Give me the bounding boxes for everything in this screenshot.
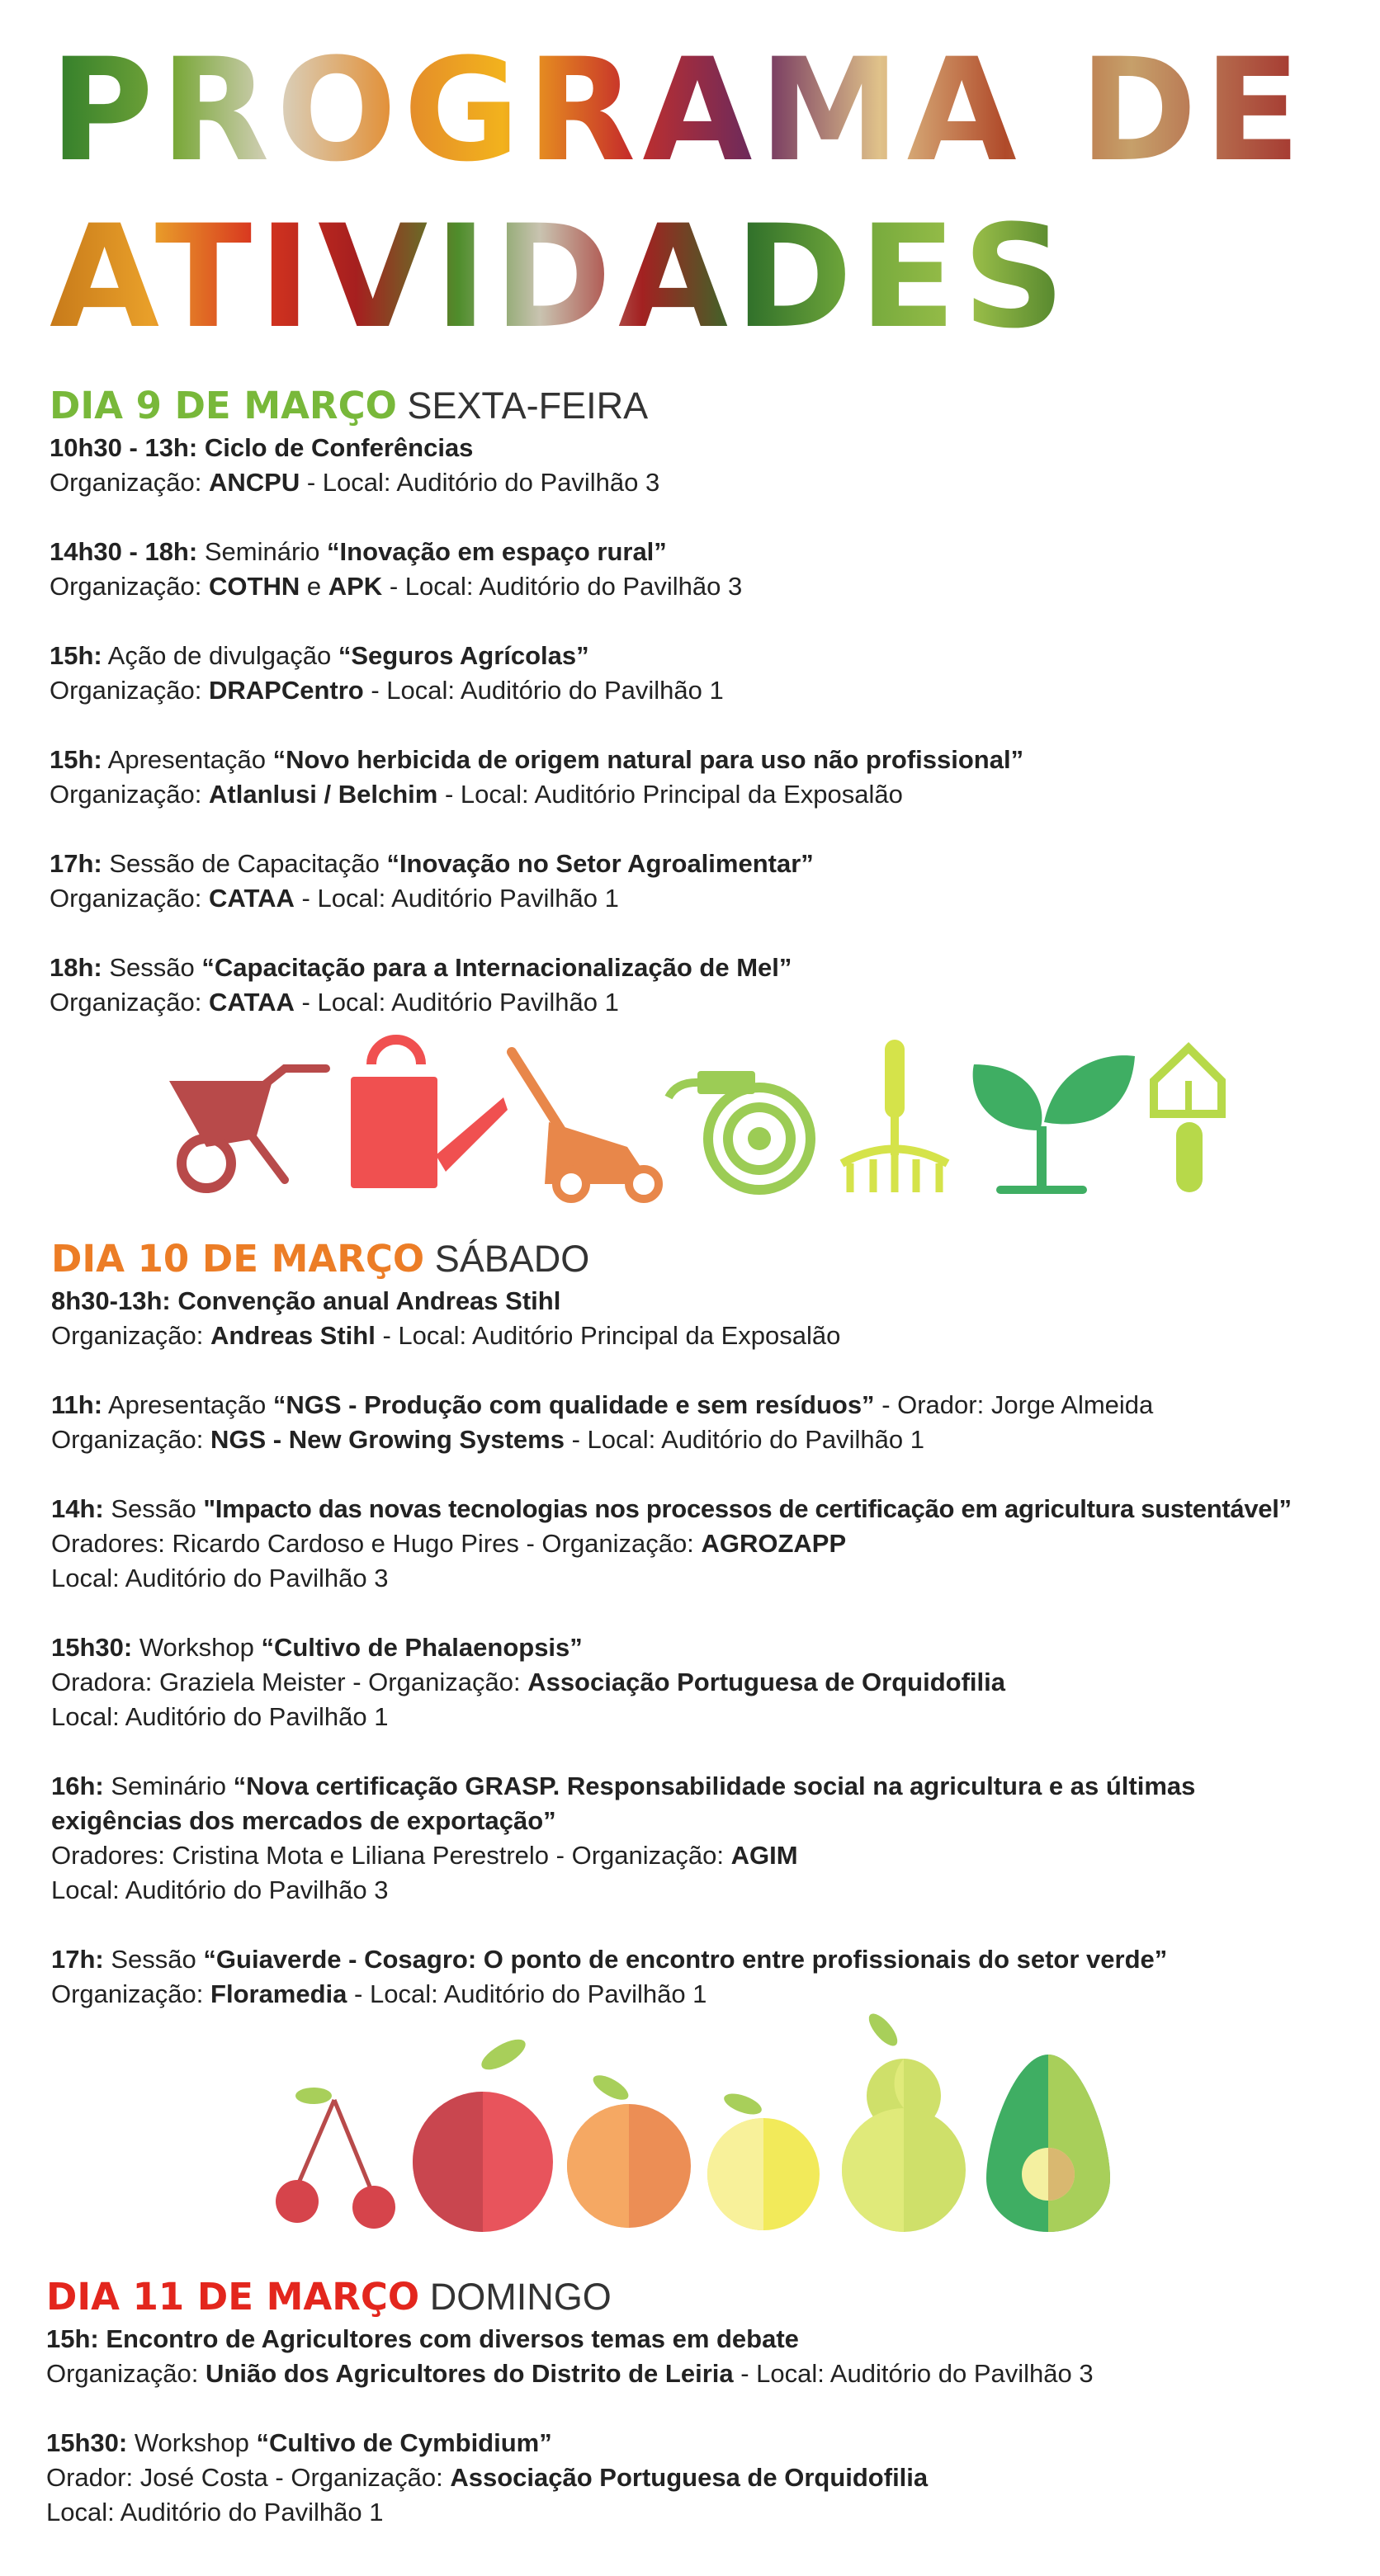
- event-label: Seminário: [204, 537, 320, 566]
- event-org: Associação Portuguesa de Orquidofilia: [450, 2463, 929, 2492]
- event-org-prefix: Organização:: [50, 572, 202, 601]
- title-line-1: PROGRAMA DE: [50, 27, 1307, 193]
- event-org-prefix: Organização:: [46, 2359, 199, 2388]
- event-time: 8h30-13h:: [51, 1286, 171, 1315]
- cherries-icon: [276, 2088, 395, 2229]
- day-date: DIA 11 DE MARÇO: [46, 2275, 420, 2319]
- event-local: - Local: Auditório do Pavilhão 1: [371, 676, 724, 705]
- event-speaker: - Orador: Jorge Almeida: [881, 1390, 1154, 1419]
- event-time: 17h:: [50, 849, 102, 878]
- event-org-prefix: Organização:: [50, 884, 202, 913]
- event-item: [51, 1284, 1355, 1353]
- event-item: [51, 1388, 1355, 1457]
- event-org-joiner: e: [306, 572, 322, 601]
- day-header-10-marco: [51, 1238, 589, 1281]
- event-title: “Nova certificação GRASP. Responsabilidade social na agricultura e as últimas exigências dos mercados de exportação”: [51, 1772, 1196, 1835]
- day-header-9-marco: [50, 385, 648, 427]
- event-local: Local: Auditório do Pavilhão 1: [51, 1702, 389, 1731]
- event-org: CATAA: [209, 988, 295, 1017]
- fruits-illustration: [0, 2005, 1380, 2240]
- event-local: Local: Auditório do Pavilhão 3: [51, 1875, 389, 1904]
- event-item: [50, 743, 1354, 812]
- event-label: Workshop: [134, 2428, 249, 2457]
- event-org: CATAA: [209, 884, 295, 913]
- day-date: DIA 9 DE MARÇO: [50, 384, 397, 427]
- event-title: Convenção anual Andreas Stihl: [177, 1286, 561, 1315]
- garden-tools-illustration: [0, 1031, 1380, 1205]
- event-item: [50, 639, 1354, 708]
- event-org-prefix: Organização:: [51, 1321, 204, 1350]
- watering-can-icon: [351, 1040, 508, 1188]
- event-title: "Impacto das novas tecnologias nos processos de certificação em agricultura sustentável”: [203, 1494, 1292, 1523]
- pear-icon: [842, 2009, 966, 2232]
- event-time: 14h:: [51, 1494, 104, 1523]
- event-item: [51, 1942, 1355, 2012]
- event-time: 11h:: [51, 1390, 103, 1419]
- event-label: Ação de divulgação: [107, 641, 332, 670]
- day-weekday: DOMINGO: [429, 2276, 612, 2318]
- event-time: 15h:: [46, 2324, 99, 2353]
- lemon-icon: [707, 2089, 820, 2230]
- event-org-prefix: Organização:: [50, 468, 202, 497]
- event-org: Associação Portuguesa de Orquidofilia: [527, 1668, 1005, 1696]
- event-title: “Cultivo de Phalaenopsis”: [261, 1633, 583, 1662]
- day-header-11-marco: [46, 2276, 612, 2319]
- event-org-prefix: Oradores: Cristina Mota e Liliana Perestrelo - Organização:: [51, 1841, 724, 1870]
- event-local: - Local: Auditório Pavilhão 1: [301, 884, 619, 913]
- event-org: União dos Agricultores do Distrito de Leiria: [206, 2359, 734, 2388]
- event-time: 16h:: [51, 1772, 104, 1800]
- event-label: Sessão de Capacitação: [109, 849, 380, 878]
- event-list-day-10: [51, 1284, 1355, 2046]
- event-local: - Local: Auditório Pavilhão 1: [301, 988, 619, 1017]
- event-local: - Local: Auditório Principal da Exposalão: [382, 1321, 841, 1350]
- event-org: Atlanlusi / Belchim: [209, 780, 438, 809]
- event-time: 17h:: [51, 1945, 104, 1974]
- event-org: AGIM: [730, 1841, 798, 1870]
- event-label: Apresentação: [107, 1390, 267, 1419]
- event-title: “Seguros Agrícolas”: [338, 641, 589, 670]
- event-time: 18h:: [50, 953, 102, 982]
- event-time: 15h30:: [51, 1633, 133, 1662]
- event-title: “Guiaverde - Cosagro: O ponto de encontro entre profissionais do setor verde”: [203, 1945, 1168, 1974]
- event-local: - Local: Auditório do Pavilhão 3: [740, 2359, 1094, 2388]
- event-org: Andreas Stihl: [210, 1321, 376, 1350]
- event-time: 10h30 - 13h:: [50, 433, 198, 462]
- event-org-prefix: Organização:: [50, 676, 202, 705]
- wheelbarrow-icon: [169, 1069, 326, 1188]
- day-weekday: SÁBADO: [434, 1238, 590, 1280]
- event-label: Sessão: [111, 1945, 196, 1974]
- event-org-2: APK: [328, 572, 383, 601]
- hose-icon: [669, 1071, 811, 1190]
- event-title: Encontro de Agricultores com diversos temas em debate: [106, 2324, 799, 2353]
- event-label: Apresentação: [107, 745, 266, 774]
- orange-icon: [567, 2070, 691, 2228]
- event-item: [46, 2426, 1350, 2530]
- event-item: [50, 951, 1354, 1020]
- event-item: [50, 431, 1354, 500]
- day-weekday: SEXTA-FEIRA: [407, 385, 649, 427]
- event-org-prefix: Oradores: Ricardo Cardoso e Hugo Pires - Organização:: [51, 1529, 694, 1558]
- event-title: “Inovação em espaço rural”: [327, 537, 667, 566]
- event-title: “Cultivo de Cymbidium”: [256, 2428, 552, 2457]
- event-org-prefix: Organização:: [50, 780, 202, 809]
- event-item: [50, 535, 1354, 604]
- event-title: “Novo herbicida de origem natural para uso não profissional”: [272, 745, 1024, 774]
- event-org-prefix: Organização:: [51, 1979, 204, 2008]
- title-line-2: ATIVIDADES: [50, 194, 1072, 360]
- event-local: Local: Auditório do Pavilhão 1: [46, 2498, 384, 2526]
- event-item: [51, 1492, 1355, 1596]
- event-org: NGS - New Growing Systems: [210, 1425, 565, 1454]
- event-item: [51, 1769, 1355, 1908]
- event-label: Sessão: [109, 953, 195, 982]
- event-item: [46, 2322, 1350, 2391]
- event-title: “NGS - Produção com qualidade e sem resíduos”: [272, 1390, 875, 1419]
- event-local: - Local: Auditório do Pavilhão 1: [571, 1425, 924, 1454]
- day-date: DIA 10 DE MARÇO: [51, 1237, 425, 1281]
- event-local: - Local: Auditório do Pavilhão 1: [354, 1979, 707, 2008]
- lawn-mower-icon: [512, 1052, 659, 1199]
- event-time: 14h30 - 18h:: [50, 537, 198, 566]
- event-org: Floramedia: [210, 1979, 347, 2008]
- event-org-prefix: Oradora: Graziela Meister - Organização:: [51, 1668, 521, 1696]
- event-title: “Inovação no Setor Agroalimentar”: [386, 849, 814, 878]
- event-label: Workshop: [139, 1633, 254, 1662]
- event-title: “Capacitação para a Internacionalização de Mel”: [201, 953, 792, 982]
- event-org: ANCPU: [209, 468, 300, 497]
- rake-icon: [842, 1040, 948, 1192]
- garden-trowel-icon: [1154, 1048, 1222, 1192]
- event-title: Ciclo de Conferências: [204, 433, 474, 462]
- event-time: 15h30:: [46, 2428, 128, 2457]
- event-item: [50, 847, 1354, 916]
- event-org-prefix: Organização:: [50, 988, 202, 1017]
- event-local: Local: Auditório do Pavilhão 3: [51, 1564, 389, 1592]
- apple-icon: [413, 2034, 553, 2232]
- event-item: [51, 1630, 1355, 1734]
- event-label: Seminário: [111, 1772, 226, 1800]
- event-list-day-11: [46, 2322, 1350, 2564]
- event-local: - Local: Auditório do Pavilhão 3: [389, 572, 743, 601]
- event-time: 15h:: [50, 745, 102, 774]
- sprout-icon: [973, 1055, 1135, 1190]
- event-time: 15h:: [50, 641, 102, 670]
- avocado-icon: [986, 2055, 1110, 2232]
- event-list-day-9: [50, 431, 1354, 1054]
- event-local: - Local: Auditório Principal da Exposalão: [444, 780, 903, 809]
- event-org: DRAPCentro: [209, 676, 364, 705]
- event-org-prefix: Orador: José Costa - Organização:: [46, 2463, 443, 2492]
- event-org: AGROZAPP: [701, 1529, 847, 1558]
- event-org-prefix: Organização:: [51, 1425, 204, 1454]
- event-org: COTHN: [209, 572, 300, 601]
- event-local: - Local: Auditório do Pavilhão 3: [306, 468, 660, 497]
- event-label: Sessão: [111, 1494, 196, 1523]
